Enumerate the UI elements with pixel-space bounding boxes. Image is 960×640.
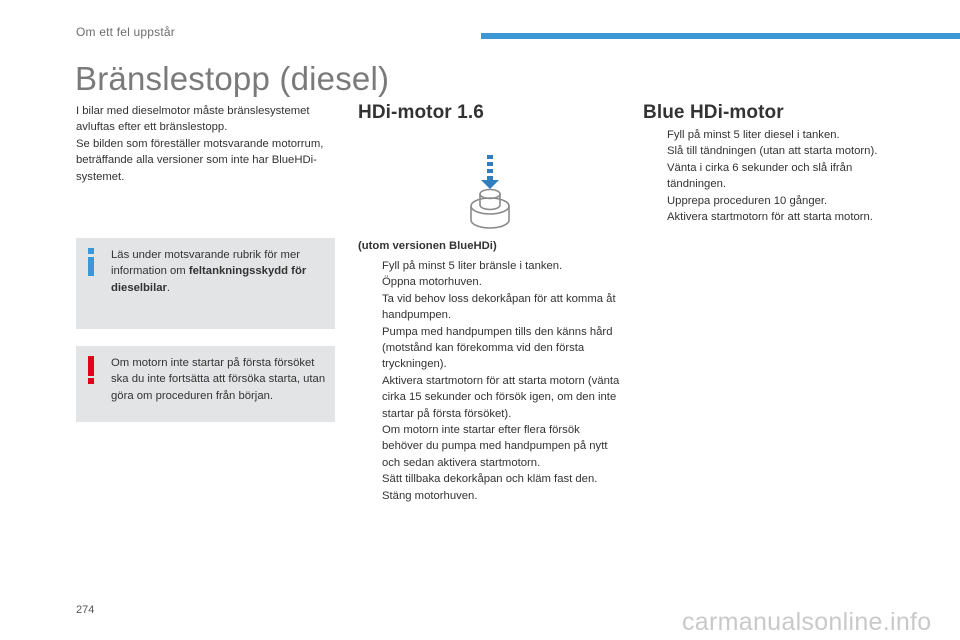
info-note	[76, 238, 335, 329]
info-note-text-end: .	[166, 281, 171, 294]
exclamation-icon	[86, 355, 96, 385]
list-item	[358, 422, 623, 471]
list-item-text: Slå till tändningen (utan att starta motorn).	[667, 145, 878, 158]
bluehdi-heading: Blue HDi-motor	[643, 102, 784, 123]
hand-pump-icon	[468, 153, 512, 231]
list-item-text: Fyll på minst 5 liter diesel i tanken.	[667, 129, 840, 141]
info-icon	[86, 247, 96, 277]
list-item-text: Sätt tillbaka dekorkåpan och kläm fast den.	[382, 473, 598, 486]
watermark: carmanualsonline.info	[682, 608, 932, 636]
list-item-text: Öppna motorhuven.	[382, 276, 482, 289]
info-note-text-bold: feltankningsskydd för dieselbilar	[111, 265, 307, 294]
header-accent-bar	[481, 33, 960, 39]
warning-note-text: Om motorn inte startar på första försöket ska du inte fortsätta att försöka starta, utan göra om proceduren från början.	[111, 357, 326, 402]
info-note-text	[111, 247, 331, 296]
list-item	[358, 274, 623, 290]
list-item	[358, 488, 623, 504]
intro-text	[76, 103, 344, 185]
bluehdi-steps	[643, 127, 905, 225]
list-item	[358, 373, 623, 422]
list-item-text: Fyll på minst 5 liter bränsle i tanken.	[382, 260, 563, 272]
list-item-text: Vänta i cirka 6 sekunder och slå ifrån tändningen.	[667, 161, 853, 191]
hdi-subheading: (utom versionen BlueHDi)	[358, 240, 497, 252]
list-item	[643, 209, 905, 225]
list-item	[358, 291, 623, 324]
page-number: 274	[76, 604, 95, 616]
section-label: Om ett fel uppstår	[76, 25, 175, 39]
list-item	[643, 143, 905, 159]
list-item-text: Ta vid behov loss dekorkåpan för att komma åt handpumpen.	[382, 292, 616, 322]
list-item-text: Stäng motorhuven.	[382, 489, 478, 502]
list-item-text: Om motorn inte startar efter flera försök behöver du pumpa med handpumpen på nytt och sedan aktivera startmotorn.	[382, 424, 608, 469]
list-item	[643, 160, 905, 193]
hdi-heading: HDi-motor 1.6	[358, 102, 484, 123]
list-item-text: Pumpa med handpumpen tills den känns hård (motstånd kan förekomma vid den första tryckningen).	[382, 325, 613, 371]
list-item-text: Upprepa proceduren 10 gånger.	[667, 194, 828, 207]
intro-paragraph-2: Se bilden som föreställer motsvarande motorrum, beträffande alla versioner som inte har BlueHDi-systemet.	[76, 137, 324, 183]
list-item	[358, 471, 623, 487]
hdi-steps	[358, 258, 623, 504]
list-item	[643, 193, 905, 209]
intro-paragraph-1: I bilar med dieselmotor måste bränslesystemet avluftas efter ett bränslestopp.	[76, 105, 310, 134]
page-title: Bränslestopp (diesel)	[75, 60, 390, 97]
list-item	[643, 127, 905, 143]
list-item	[358, 324, 623, 373]
list-item-text: Aktivera startmotorn för att starta motorn.	[667, 211, 873, 224]
info-note-text-start: Läs under motsvarande rubrik för mer information om	[111, 249, 300, 278]
list-item	[358, 258, 623, 274]
list-item-text: Aktivera startmotorn för att starta motorn (vänta cirka 15 sekunder och försök igen, om den inte startar på första försöket).	[382, 374, 620, 420]
warning-note	[76, 346, 335, 422]
